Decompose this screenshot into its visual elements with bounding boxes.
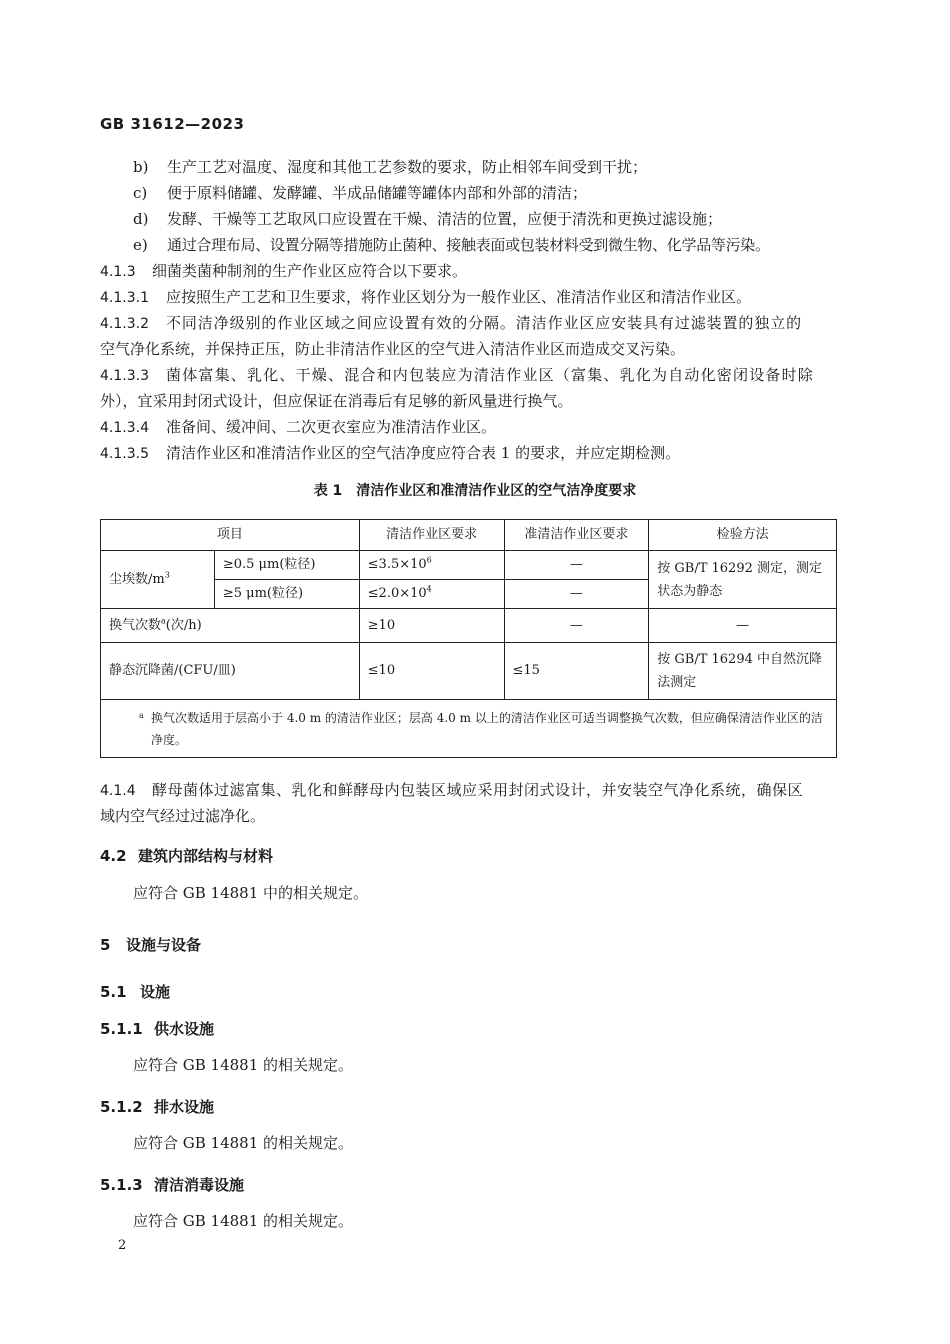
test-method: 按 GB/T 16292 测定，测定状态为静态 <box>649 551 837 609</box>
clause-text: 菌体富集、乳化、干燥、混合和内包装应为清洁作业区（富集、乳化为自动化密闭设备时除 <box>166 366 815 384</box>
table-header: 检验方法 <box>649 520 837 551</box>
section-heading-5: 5 设施与设备 <box>100 936 202 954</box>
section-heading-5-1-1: 5.1.1 供水设施 <box>100 1020 215 1038</box>
test-method: — <box>649 609 837 643</box>
clause-text: 清洁作业区和准清洁作业区的空气洁净度应符合表 1 的要求，并应定期检测。 <box>166 444 681 462</box>
clause-4-1-3-2 <box>100 310 802 337</box>
air-cleanliness-table <box>100 519 837 758</box>
section-heading-5-1-2: 5.1.2 排水设施 <box>100 1098 215 1116</box>
list-text: 便于原料储罐、发酵罐、半成品储罐等罐体内部和外部的清洁； <box>167 184 588 202</box>
clean-value: ≥10 <box>359 609 504 643</box>
clause-4-1-3 <box>100 258 467 285</box>
section-body: 应符合 GB 14881 中的相关规定。 <box>133 884 369 902</box>
section-body: 应符合 GB 14881 的相关规定。 <box>133 1056 354 1074</box>
dust-count-label: 尘埃数$/m^3$ <box>101 551 215 609</box>
list-item <box>133 206 722 232</box>
list-label: b) <box>133 158 149 176</box>
particle-size: ≥0.5 μm(粒径) <box>214 551 359 580</box>
table-row <box>101 551 837 580</box>
clause-text: 细菌类菌种制剂的生产作业区应符合以下要求。 <box>152 262 468 280</box>
table-header: 项目 <box>101 520 360 551</box>
clause-4-1-3-5 <box>100 440 680 467</box>
semi-clean-value: ≤15 <box>504 643 649 700</box>
section-heading-5-1: 5.1 设施 <box>100 983 171 1001</box>
clean-value: $\le 3.5\times 10^6$ <box>359 551 504 580</box>
clause-continuation: 域内空气经过过滤净化。 <box>100 807 266 825</box>
clause-4-1-4 <box>100 777 803 804</box>
clean-value: ≤10 <box>359 643 504 700</box>
list-text: 发酵、干燥等工艺取风口应设置在干燥、清洁的位置，应便于清洗和更换过滤设施； <box>167 210 723 228</box>
footnote-text: 换气次数适用于层高小于 4.0 m 的清洁作业区；层高 4.0 m 以上的清洁作业区可适当调整换气次数，但应确保清洁作业区的洁净度。 <box>151 710 823 747</box>
section-body: 应符合 GB 14881 的相关规定。 <box>133 1134 354 1152</box>
clause-4-1-3-4 <box>100 414 496 441</box>
list-item <box>133 180 587 206</box>
clause-number: 4.1.3.2 <box>100 316 149 332</box>
table-caption: 表 1 清洁作业区和准清洁作业区的空气洁净度要求 <box>313 483 637 499</box>
settling-label: 静态沉降菌/(CFU/皿) <box>101 643 360 700</box>
semi-clean-value: — <box>504 609 649 643</box>
clause-number: 4.1.3.3 <box>100 368 149 384</box>
clause-continuation: 外），宜采用封闭式设计，但应保证在消毒后有足够的新风量进行换气。 <box>100 392 573 410</box>
table-header: 准清洁作业区要求 <box>504 520 649 551</box>
clause-continuation: 空气净化系统，并保持正压，防止非清洁作业区的空气进入清洁作业区而造成交叉污染。 <box>100 340 686 358</box>
table-row <box>101 643 837 700</box>
test-method: 按 GB/T 16294 中自然沉降法测定 <box>649 643 837 700</box>
clause-number: 4.1.3.5 <box>100 446 149 462</box>
section-heading-5-1-3: 5.1.3 清洁消毒设施 <box>100 1176 245 1194</box>
list-text: 生产工艺对温度、湿度和其他工艺参数的要求，防止相邻车间受到干扰； <box>167 158 648 176</box>
air-change-label: 换气次数$^a$(次/h) <box>101 609 360 643</box>
particle-size: ≥5 μm(粒径) <box>214 580 359 609</box>
section-heading-4-2: 4.2 建筑内部结构与材料 <box>100 847 274 865</box>
list-item <box>133 232 770 258</box>
standard-id: GB 31612—2023 <box>100 115 245 133</box>
table-header-row <box>101 520 837 551</box>
list-item <box>133 154 647 180</box>
clause-number: 4.1.4 <box>100 783 136 799</box>
list-text: 通过合理布局、设置分隔等措施防止菌种、接触表面或包装材料受到微生物、化学品等污染。 <box>167 236 770 254</box>
semi-clean-value: — <box>504 580 649 609</box>
table-header: 清洁作业区要求 <box>359 520 504 551</box>
table-footnote: a 换气次数适用于层高小于 4.0 m 的清洁作业区；层高 4.0 m 以上的清洁作业区可适当调整换气次数，但应确保清洁作业区的洁净度。 <box>101 700 837 758</box>
list-label: c) <box>133 184 148 202</box>
clause-text: 不同洁净级别的作业区域之间应设置有效的分隔。清洁作业区应安装具有过滤装置的独立的 <box>166 314 803 332</box>
clause-4-1-3-1 <box>100 284 751 311</box>
table-row <box>101 609 837 643</box>
list-label: e) <box>133 236 148 254</box>
list-label: d) <box>133 210 149 228</box>
clause-text: 应按照生产工艺和卫生要求，将作业区划分为一般作业区、准清洁作业区和清洁作业区。 <box>166 288 752 306</box>
clause-text: 准备间、缓冲间、二次更衣室应为准清洁作业区。 <box>166 418 497 436</box>
clause-text: 酵母菌体过滤富集、乳化和鲜酵母内包装区域应采用封闭式设计，并安装空气净化系统，确保区 <box>152 781 804 799</box>
page-number: 2 <box>118 1238 127 1253</box>
clause-number: 4.1.3.4 <box>100 420 149 436</box>
clean-value: $\le 2.0\times 10^4$ <box>359 580 504 609</box>
semi-clean-value: — <box>504 551 649 580</box>
clause-number: 4.1.3 <box>100 264 136 280</box>
section-body: 应符合 GB 14881 的相关规定。 <box>133 1212 354 1230</box>
clause-number: 4.1.3.1 <box>100 290 149 306</box>
table-footnote-row <box>101 700 837 758</box>
clause-4-1-3-3 <box>100 362 814 389</box>
